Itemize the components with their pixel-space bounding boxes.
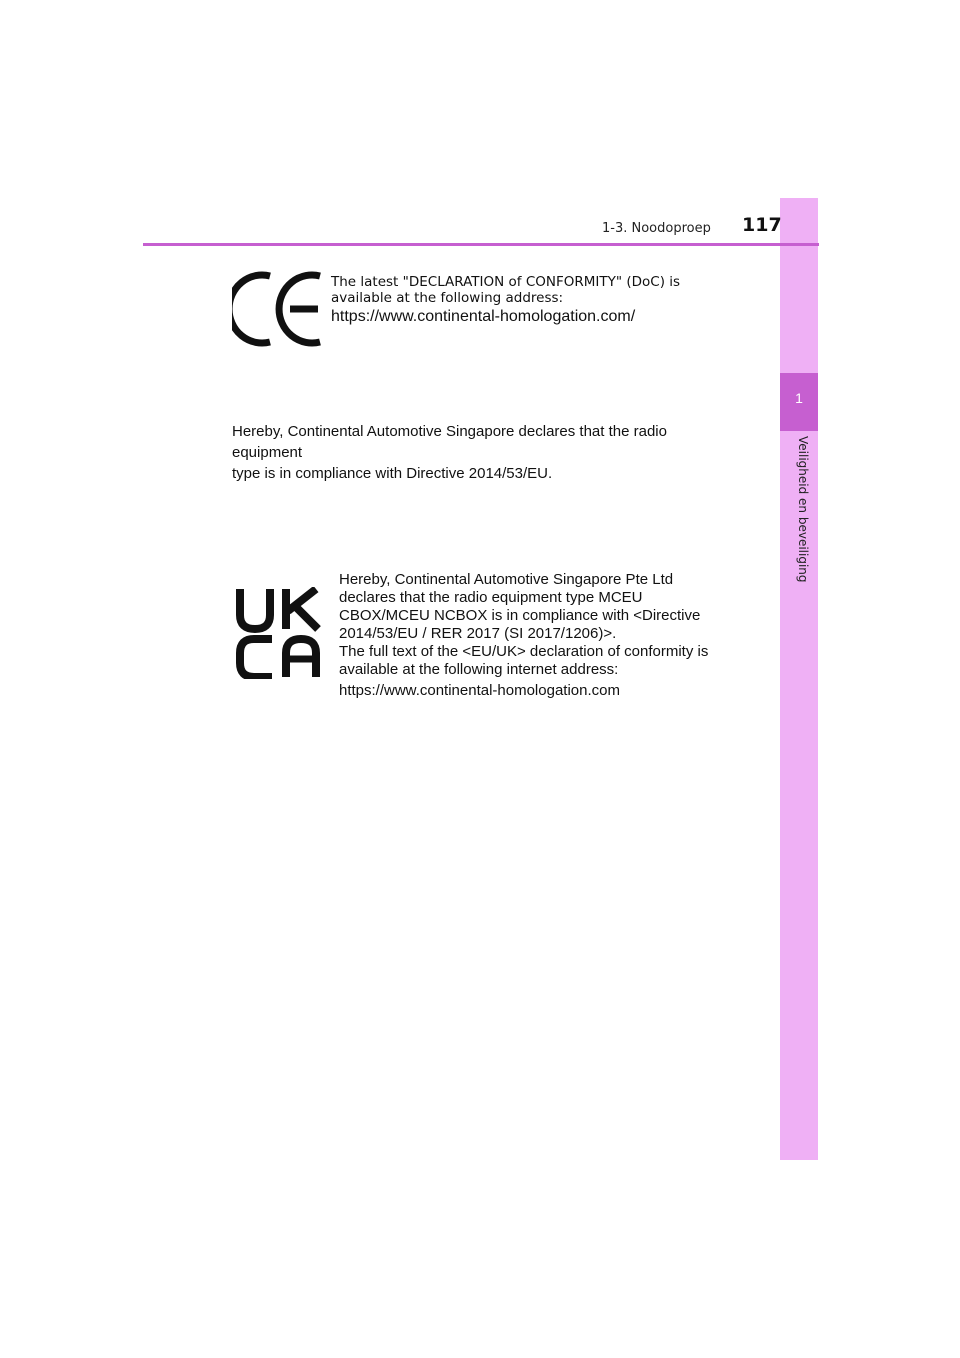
side-tab — [780, 198, 818, 1160]
ce-url-link[interactable]: https://www.continental-homologation.com/ — [331, 308, 636, 325]
ukca-line: declares that the radio equipment type MCEU — [339, 589, 643, 606]
ce-line: The latest "DECLARATION of CONFORMITY" (DoC) is — [331, 274, 681, 290]
ukca-line: Hereby, Continental Automotive Singapore Pte Ltd — [339, 571, 674, 588]
ukca-declaration-text — [339, 571, 739, 700]
chapter-number: 1 — [795, 390, 803, 406]
declaration-line: Hereby, Continental Automotive Singapore declares that the radio equipment — [232, 423, 667, 461]
ce-mark-icon — [232, 270, 324, 348]
declaration-line: type is in compliance with Directive 2014/53/EU. — [232, 465, 553, 482]
ce-line: available at the following address: — [331, 290, 564, 306]
page-number: 117 — [742, 214, 782, 236]
eu-declaration-paragraph — [232, 421, 732, 484]
ukca-line: The full text of the <EU/UK> declaration of conformity is — [339, 643, 709, 660]
ukca-url-link[interactable]: https://www.continental-homologation.com — [339, 682, 620, 699]
header-divider — [143, 243, 819, 246]
ukca-mark-icon — [236, 587, 326, 679]
ukca-line: 2014/53/EU / RER 2017 (SI 2017/1206)>. — [339, 625, 617, 642]
ukca-line: CBOX/MCEU NCBOX is in compliance with <Directive — [339, 607, 701, 624]
ukca-line: available at the following internet address: — [339, 661, 619, 678]
section-title: 1-3. Noodoproep — [602, 221, 711, 236]
ce-declaration-text — [331, 274, 680, 326]
chapter-label: Veiligheid en beveiliging — [796, 436, 810, 583]
